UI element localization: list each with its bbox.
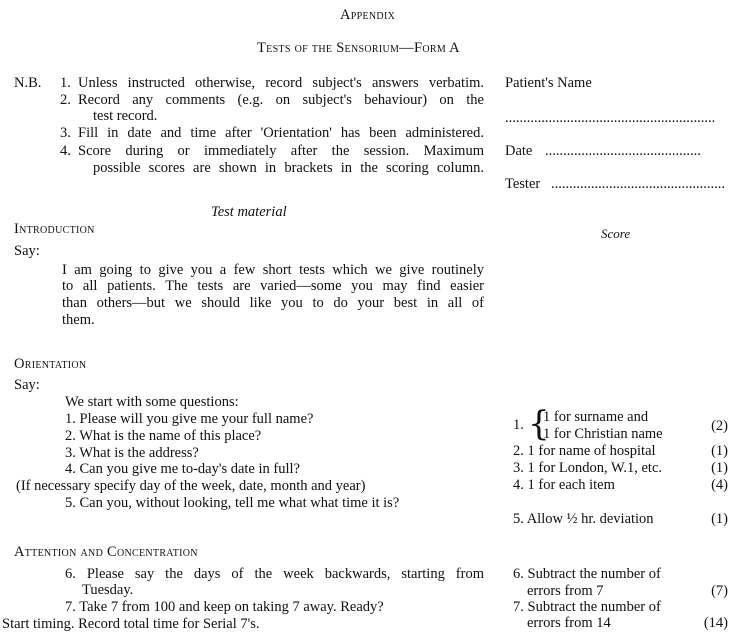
nb-item-2-text: Record any comments (e.g. on subject's behaviour) on the	[78, 92, 484, 108]
test-material-heading: Test material	[211, 204, 287, 220]
score-3: 3. 1 for London, W.1, etc.	[513, 460, 663, 476]
score-4-max: (4)	[711, 477, 728, 493]
orientation-question-4: 4. Can you give me to-day's date in full?	[65, 461, 300, 477]
attention-heading: Attention and Concentration	[14, 544, 198, 560]
nb-item-1-text: Unless instructed otherwise, record subject's answers verbatim.	[78, 75, 484, 91]
orientation-question-5: 5. Can you, without looking, tell me what what time it is?	[65, 495, 400, 511]
introduction-say: Say:	[14, 243, 40, 259]
score-5-max: (1)	[711, 511, 728, 527]
date-label: Date	[505, 143, 533, 159]
attention-question-6: 6. Please say the days of the week backwards, starting from	[65, 566, 484, 582]
nb-item-2-text-cont: test record.	[93, 108, 158, 124]
nb-item-1-num: 1.	[60, 75, 71, 91]
patient-name-field[interactable]: ..........................................................	[505, 110, 716, 126]
tester-label: Tester	[505, 176, 541, 192]
score-6-line-2: errors from 7	[527, 583, 604, 599]
orientation-intro: We start with some questions:	[65, 394, 239, 410]
score-heading: Score	[601, 226, 631, 241]
nb-label: N.B.	[14, 75, 42, 91]
nb-item-2-num: 2.	[60, 92, 71, 108]
introduction-heading: Introduction	[14, 221, 95, 237]
nb-item-3-num: 3.	[60, 125, 71, 141]
nb-item-4-num: 4.	[60, 143, 71, 159]
nb-item-4-text: Score during or immediately after the session. Maximum	[78, 143, 484, 159]
orientation-question-3: 3. What is the address?	[65, 445, 199, 461]
orientation-note: (If necessary specify day of the week, date, month and year)	[16, 478, 366, 494]
orientation-say: Say:	[14, 377, 40, 393]
score-6-line-1: 6. Subtract the number of	[513, 566, 661, 582]
score-1-christian-name: 1 for Christian name	[543, 426, 663, 442]
score-5: 5. Allow ½ hr. deviation	[513, 511, 654, 527]
orientation-question-1: 1. Please will you give me your full name?	[65, 411, 314, 427]
introduction-line-2: to all patients. The tests are varied—some you may find easier	[62, 278, 484, 294]
appendix-heading: Appendix	[340, 7, 396, 23]
tester-field[interactable]: ................................................	[551, 176, 725, 192]
attention-timing-note: Start timing. Record total time for Serial 7's.	[2, 616, 260, 632]
introduction-line-4: them.	[62, 312, 95, 328]
score-7-max: (14)	[703, 615, 728, 631]
score-7-line-1: 7. Subtract the number of	[513, 599, 661, 615]
orientation-question-2: 2. What is the name of this place?	[65, 428, 262, 444]
score-1-num: 1.	[513, 417, 524, 433]
orientation-heading: Orientation	[14, 356, 87, 372]
nb-item-4-text-cont: possible scores are shown in brackets in the scoring column.	[93, 160, 484, 176]
score-4: 4. 1 for each item	[513, 477, 615, 493]
score-2-max: (1)	[711, 443, 728, 459]
score-6-max: (7)	[711, 583, 728, 599]
score-1-surname: 1 for surname and	[543, 409, 649, 425]
nb-item-3-text: Fill in date and time after 'Orientation' has been administered.	[78, 125, 484, 141]
attention-question-6-cont: Tuesday.	[82, 582, 134, 598]
score-7-line-2: errors from 14	[527, 615, 611, 631]
score-2: 2. 1 for name of hospital	[513, 443, 656, 459]
patient-name-label: Patient's Name	[505, 75, 592, 91]
introduction-line-1: I am going to give you a few short tests which we give routinely	[62, 262, 484, 278]
attention-question-7: 7. Take 7 from 100 and keep on taking 7 away. Ready?	[65, 599, 384, 615]
score-1-max: (2)	[711, 418, 728, 434]
introduction-line-3: than others—but we should like you to do your best in all of	[62, 295, 484, 311]
score-3-max: (1)	[711, 460, 728, 476]
form-title: Tests of the Sensorium—Form A	[257, 40, 460, 56]
date-field[interactable]: ...........................................	[545, 143, 701, 159]
brace-glyph: {	[528, 404, 550, 444]
